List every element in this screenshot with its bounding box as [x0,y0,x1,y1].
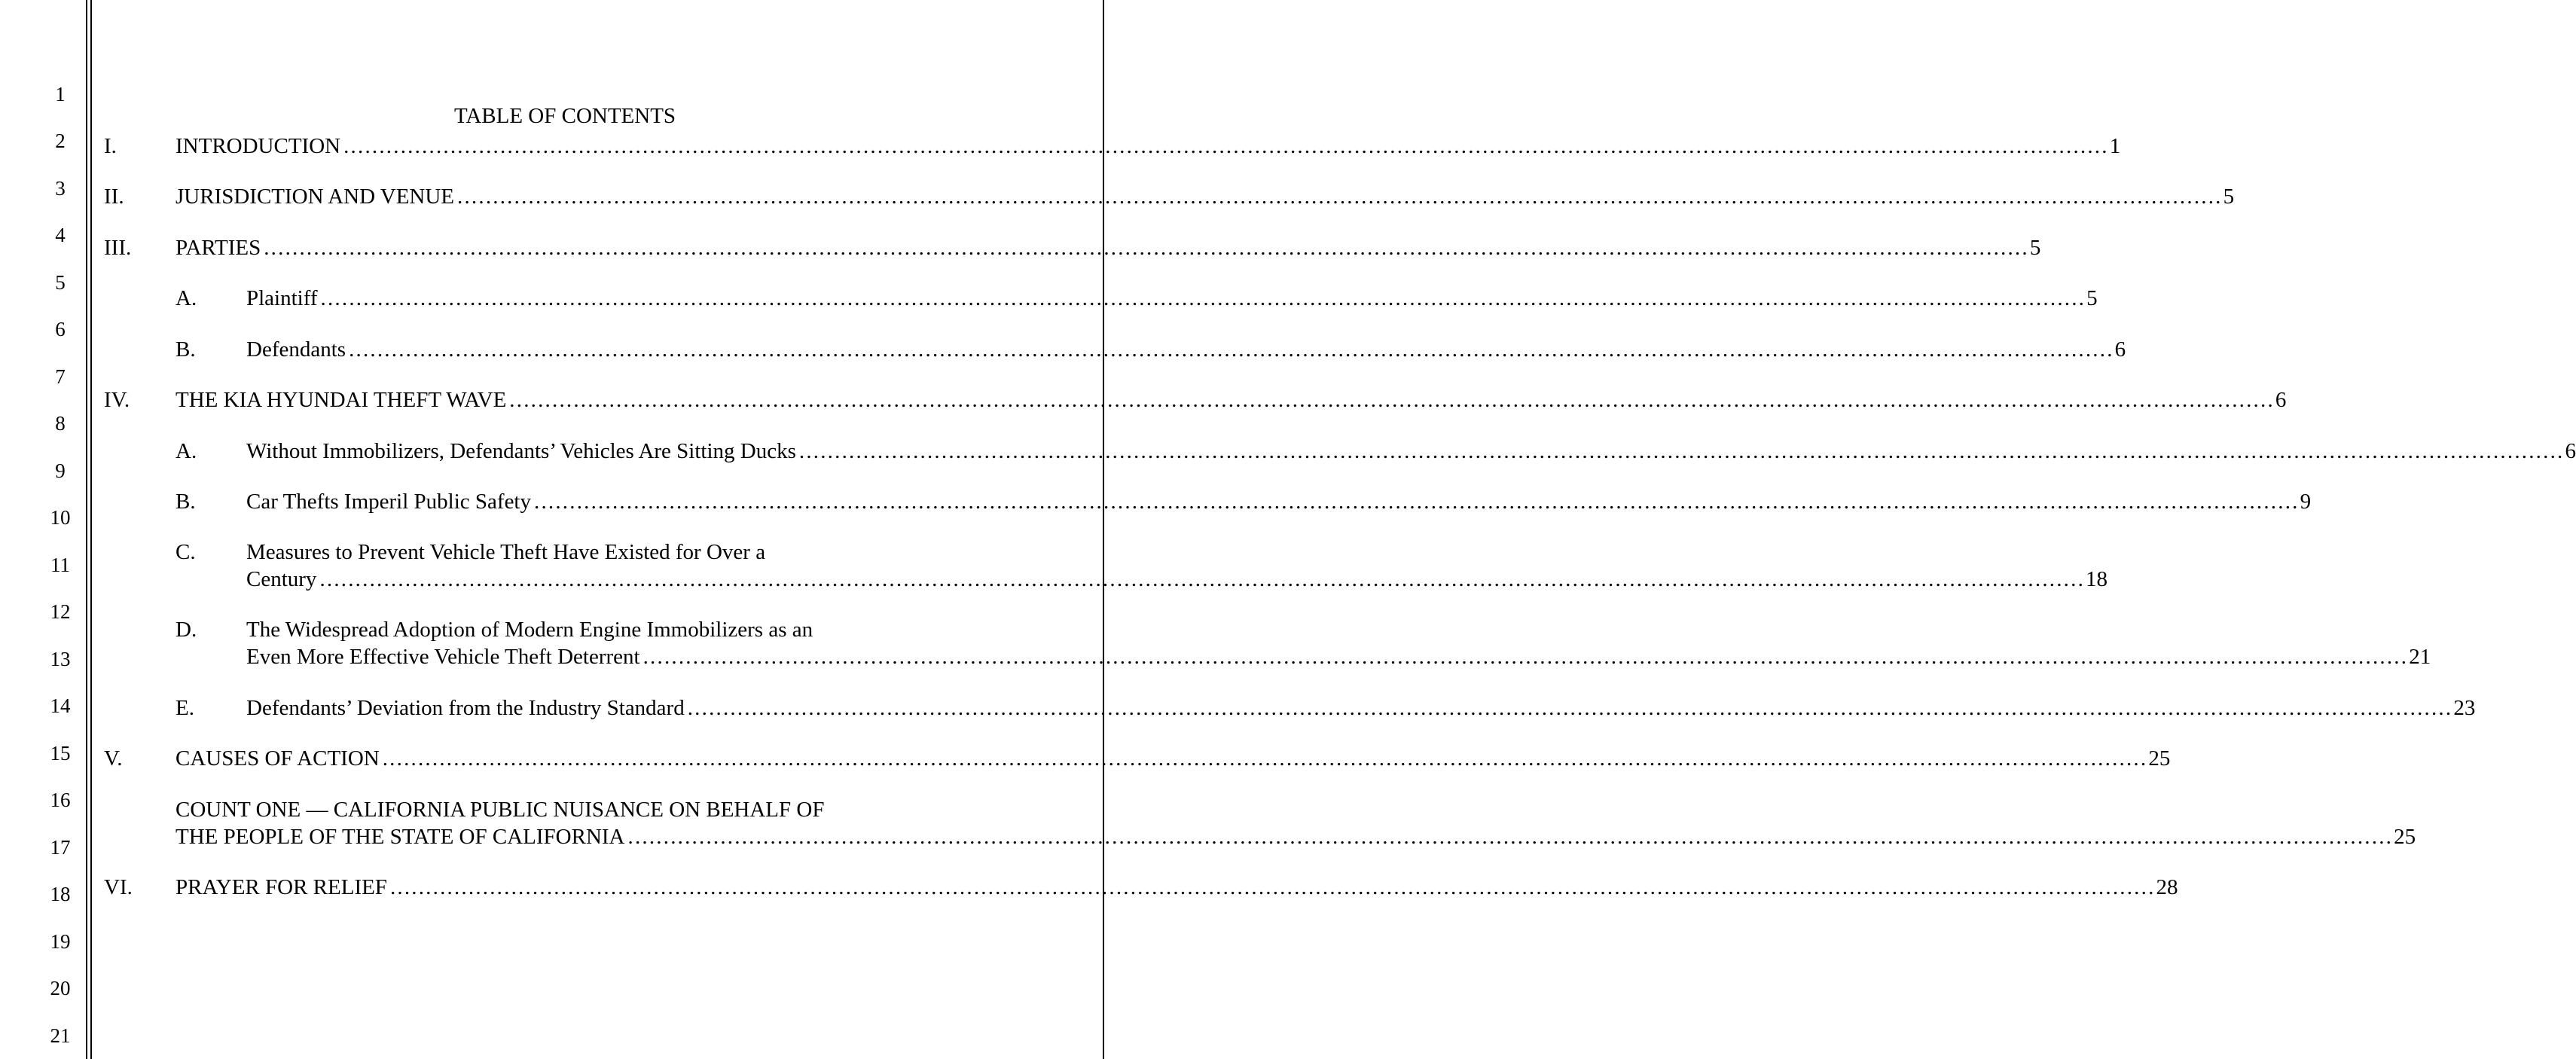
toc-entry-page: 9 [2300,490,2312,514]
line-number: 21 [50,1024,71,1047]
dot-leader: ........................................................................................................................................................................................................................................................ [687,696,2453,720]
toc-entry-page: 6 [2114,337,2126,362]
line-number: 10 [50,506,71,529]
toc-entry-number: A. [175,286,197,310]
line-number: 8 [55,412,66,435]
toc-entry-number: E. [175,696,194,720]
line-number: 11 [50,554,70,576]
toc-entry-title: JURISDICTION AND VENUE [175,185,455,209]
toc-entry-number: A. [175,439,197,463]
dot-leader: ........................................................................................................................................................................................................................................................ [349,337,2114,362]
line-number: 15 [50,742,71,764]
line-number: 3 [55,177,66,200]
toc-entry-row [175,386,2287,414]
toc-entry-title: Defendants’ Deviation from the Industry Standard [246,696,685,720]
toc-entry-number: IV. [104,388,130,412]
dot-leader: ........................................................................................................................................................................................................................................................ [627,825,2394,849]
toc-entry-number: III. [104,236,132,260]
line-number: 7 [55,365,66,388]
toc-entry-page: 28 [2156,875,2178,899]
toc-entry-row [175,745,2171,772]
toc-entry-title: Century [246,567,317,591]
dot-leader: ........................................................................................................................................................................................................................................................ [642,645,2409,669]
toc-entry-row [246,643,2431,670]
toc-entry-title-line1: Measures to Prevent Vehicle Theft Have Existed for Over a [246,540,766,564]
toc-entry-page: 6 [2565,439,2576,463]
toc-entry-number: V. [104,746,123,771]
dot-leader: ........................................................................................................................................................................................................................................................ [534,490,2300,514]
toc-entry-title: PARTIES [175,236,261,260]
toc-entry-number: B. [175,490,196,514]
toc-entry-number: VI. [104,875,133,899]
toc-entry-number: D. [175,618,197,642]
toc-entry-row [175,234,2041,261]
toc-entry-row [175,183,2235,210]
toc-entry-title: Defendants [246,337,346,362]
dot-leader: ........................................................................................................................................................................................................................................................ [319,567,2086,591]
toc-entry-number: I. [104,134,117,158]
line-number: 4 [55,224,66,246]
line-number: 19 [50,930,71,953]
dot-leader: ........................................................................................................................................................................................................................................................ [798,439,2565,463]
line-number: 2 [55,130,66,152]
toc-entry-page: 1 [2109,134,2121,158]
toc-entry-title: THE KIA HYUNDAI THEFT WAVE [175,388,507,412]
dot-leader: ........................................................................................................................................................................................................................................................ [389,875,2156,899]
line-number: 1 [55,83,66,105]
toc-entry-title: Without Immobilizers, Defendants’ Vehicles Are Sitting Ducks [246,439,796,463]
toc-entry-page: 21 [2409,645,2431,669]
dot-leader: ........................................................................................................................................................................................................................................................ [320,286,2086,310]
toc-entry[interactable] [0,616,2431,670]
toc-entry-row [175,823,2416,850]
line-number: 6 [55,318,66,340]
line-number: 18 [50,883,71,905]
toc-entry-number: II. [104,185,124,209]
toc-entry-title: Plaintiff [246,286,318,310]
toc-entry-row [246,438,2576,465]
toc-entry[interactable] [0,796,2416,850]
page-title: TABLE OF CONTENTS [453,104,676,128]
toc-entry-page: 5 [2223,185,2235,209]
line-number: 5 [55,271,66,294]
toc-entry-page: 23 [2453,696,2476,720]
margin-rule-left-inner [90,0,92,1059]
line-number: 13 [50,648,71,670]
dot-leader: ........................................................................................................................................................................................................................................................ [382,746,2148,771]
toc-entry-page: 6 [2275,388,2287,412]
dot-leader: ........................................................................................................................................................................................................................................................ [264,236,2029,260]
toc-entry-number: C. [175,540,196,564]
dot-leader: ........................................................................................................................................................................................................................................................ [509,388,2275,412]
line-number: 9 [55,459,66,482]
line-number: 14 [50,694,71,717]
toc-entry-page: 5 [2029,236,2041,260]
toc-entry-title: Car Thefts Imperil Public Safety [246,490,531,514]
dot-leader: ........................................................................................................................................................................................................................................................ [343,134,2109,158]
toc-entry-page: 18 [2086,567,2108,591]
toc-entry-page: 5 [2086,286,2098,310]
toc-entry-row [246,566,2108,593]
line-number: 16 [50,789,71,811]
line-number: 17 [50,836,71,859]
toc-entry-row [246,336,2126,363]
toc-entry-row [175,133,2121,160]
toc-entry-row [175,874,2178,901]
toc-entry-page: 25 [2394,825,2416,849]
toc-entry-row [246,694,2476,722]
line-number: 20 [50,977,71,999]
toc-entry-title: THE PEOPLE OF THE STATE OF CALIFORNIA [175,825,625,849]
toc-entry-row [246,488,2312,515]
margin-rule-left-outer [86,0,87,1059]
toc-entry-row [246,285,2098,312]
toc-entry-title: Even More Effective Vehicle Theft Deterrent [246,645,640,669]
toc-entry-title-line1: COUNT ONE — CALIFORNIA PUBLIC NUISANCE ON BEHALF OF [175,798,825,822]
toc-entry-number: B. [175,337,196,362]
toc-entry-title: PRAYER FOR RELIEF [175,875,387,899]
toc-entry-title: INTRODUCTION [175,134,341,158]
toc-entry-title-line1: The Widespread Adoption of Modern Engine Immobilizers as an [246,618,813,642]
dot-leader: ........................................................................................................................................................................................................................................................ [457,185,2223,209]
toc-entry-page: 25 [2148,746,2171,771]
line-number: 12 [50,600,71,623]
toc-entry[interactable] [0,539,2108,593]
toc-entry-title: CAUSES OF ACTION [175,746,380,771]
